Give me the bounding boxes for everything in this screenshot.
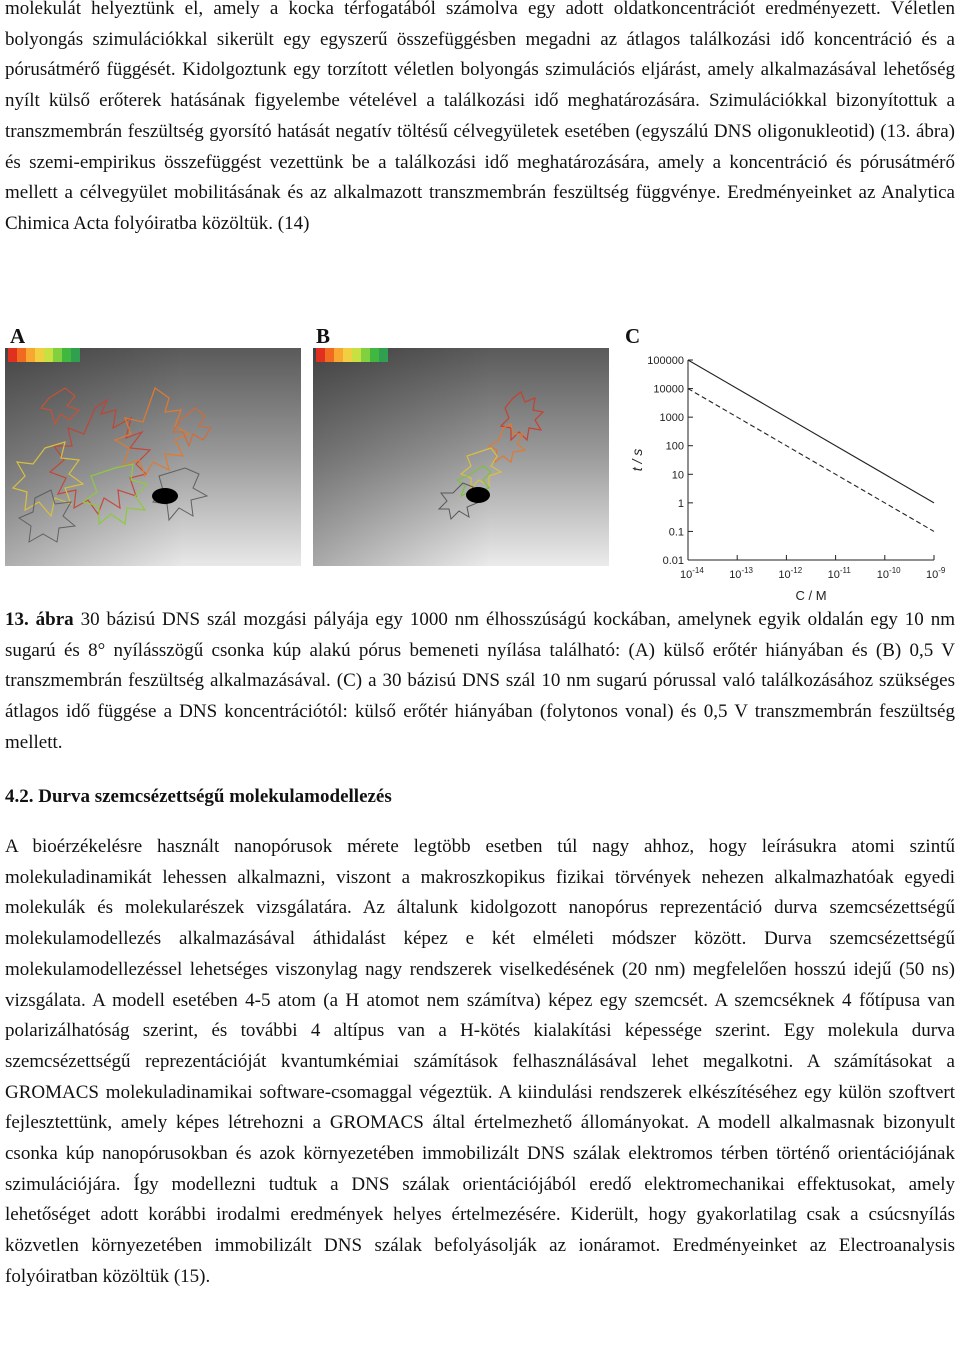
colorbar-swatch: [361, 348, 370, 362]
body-paragraph-1: molekulát helyeztünk el, amely a kocka térfogatából számolva egy adott oldatkoncentrációt eredményezett. Véletlen bolyongás szimulációkkal sikerült egy egyszerű összefüggésben megadni az átlagos találkozási idő koncentráció és a pórusátmérő függését. Kidolgoztunk egy torzított véletlen bolyongás szimulációs eljárást, amely alkalmazásával lehetőség nyílt külső erőterek hatásának figyelembe vételével a találkozási idő meghatározására. Szimulációkkal bizonyítottuk a transzmembrán feszültség gyorsító hatását negatív töltésű célvegyületek esetében (egyszálú DNS oligonukleotid) (13. ábra) és szemi-empirikus összefüggést vezettünk be a találkozási idő meghatározására, amely a koncentráció és pórusátmérő mellett a célvegyület mobilitásának és az alkalmazott transzmembrán feszültség függvénye. Eredményeinket az Analytica Chimica Acta folyóiratba közöltük. (14): [5, 0, 955, 234]
simulation-image-b: [313, 348, 609, 566]
colorbar-swatch: [325, 348, 334, 362]
colorbar-swatch: [343, 348, 352, 362]
x-tick-label: $10^{-14}$: [680, 566, 704, 581]
y-tick-label: 1000: [659, 412, 684, 425]
colorbar-swatch: [8, 348, 17, 362]
pore-opening-b: [466, 487, 490, 503]
x-tick-label: $10^{-12}$: [778, 566, 803, 581]
section-heading: [5, 786, 392, 808]
colorbar-swatch: [53, 348, 62, 362]
caption-label: 13. ábra: [5, 609, 74, 630]
colorbar-swatch: [352, 348, 361, 362]
y-tick-label: 100: [665, 440, 684, 453]
y-tick-label: 0.01: [662, 555, 684, 567]
x-tick-label: $10^{-10}$: [876, 566, 901, 581]
colorbar-swatch: [334, 348, 343, 362]
colorbar-b: [316, 348, 388, 362]
section-title: Durva szemcsézettségű molekulamodellezés: [38, 786, 392, 807]
y-tick-label: 100000: [647, 355, 684, 367]
colorbar-a: [8, 348, 80, 362]
panel-label-b: B: [316, 324, 331, 348]
colorbar-swatch: [379, 348, 388, 362]
y-tick-label: 10000: [653, 383, 684, 396]
simulation-image-a: [5, 348, 301, 566]
body-paragraph-2: A bioérzékelésre használt nanopórusok mérete legtöbb esetben túl nagy ahhoz, hogy leírásukra atomi szintű molekuladinamikát lehessen alkalmazni, viszont a makroszkopikus fizikai törvények nehezen alkalmazhatóak egyedi molekulák és molekularészek vizsgálatára. Az általunk kidolgozott nanopórus reprezentáció durva szemcsézettségű molekulamodellezés alkalmazásával áthidalást képez e két elméleti módszer között. Durva szemcsézettségű molekulamodellezéssel lehetséges viszonylag nagy rendszerek viselkedésének (20 nm) megfelelően hosszú idejű (50 ns) vizsgálata. A modell esetében 4-5 atom (a H atomot nem számítva) képez egy szemcsét. A szemcséknek 4 főtípusa van polarizálhatóság szerint, és további 4 altípus van a H-kötés kialakítási képessége szerint. Egy molekula durva szemcsézettségű reprezentációját kvantumkémiai számítások felhasználásával lehet megalkotni. A számításokat a GROMACS molekuladinamikai software-csomaggal végeztük. A kiindulási rendszerek elkészítéséhez egy külön szoftvert fejlesztettünk, amely képes létrehozni a GROMACS által értelmezhető állományokat. A modell alkalmasnak bizonyult csonka kúp nanopórusokban és azok környezetében immobilizált DNS szálak elektromos térben történő orientációjának szimulációjára. Így modellezni tudtuk a DNS szálak orientációjából eredő elektromechanikai effektusokat, amely lehetőséget adott korábbi irodalmi eredmények helyes értelmezésére. Kiderült, hogy gyakorlatilag csak a csúcsnyílás közvetlen környezetében immobilizált DNS szálak befolyásolják az ionáramot. Eredményeinket az Electroanalysis folyóiratban közöltük (15).: [5, 836, 955, 1287]
chart-y-axis-label: t / s: [629, 448, 645, 472]
y-tick-label: 10: [671, 469, 684, 482]
colorbar-swatch: [26, 348, 35, 362]
colorbar-swatch: [62, 348, 71, 362]
caption-text: 30 bázisú DNS szál mozgási pályája egy 1000 nm élhosszúságú kockában, amelynek egyik oldalán egy 10 nm sugarú és 8° nyílásszögű csonka kúp alakú pórus bemeneti nyílása található: (A) külső erőtér hiányában és (B) 0,5 V transzmembrán feszültség alkalmazásával. (C) a 30 bázisú DNS szál 10 nm sugarú pórussal való találkozásához szükséges átlagos idő függése a DNS koncentrációtól: külső erőtér hiányában (folytonos vonal) és 0,5 V transzmembrán feszültség mellett.: [5, 609, 955, 753]
y-tick-label: 1: [677, 497, 684, 510]
y-tick-label: 0.1: [668, 526, 684, 539]
colorbar-swatch: [370, 348, 379, 362]
panel-label-c: C: [625, 324, 641, 348]
panel-label-a: A: [10, 324, 26, 348]
series-line-solid: [688, 360, 934, 503]
colorbar-swatch: [44, 348, 53, 362]
pore-opening-a: [152, 488, 178, 504]
figure-caption: [5, 605, 955, 759]
concentration-time-chart: [622, 348, 952, 615]
x-tick-label: $10^{-13}$: [729, 566, 754, 581]
colorbar-swatch: [71, 348, 80, 362]
chart-x-axis-label: C / M: [795, 588, 827, 603]
series-line-dashed: [688, 389, 934, 532]
colorbar-swatch: [17, 348, 26, 362]
section-number: 4.2.: [5, 786, 34, 807]
colorbar-swatch: [35, 348, 44, 362]
x-tick-label: $10^{-9}$: [926, 566, 946, 581]
colorbar-swatch: [316, 348, 325, 362]
x-tick-label: $10^{-11}$: [827, 566, 851, 581]
